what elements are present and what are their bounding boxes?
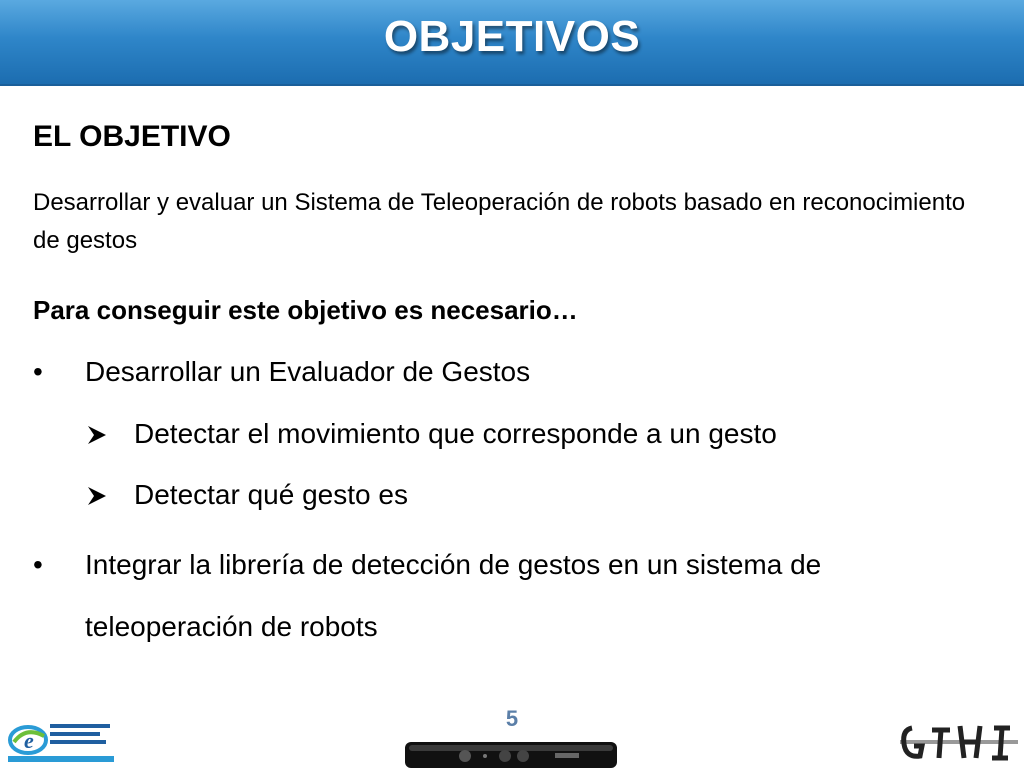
- bullet-dot-icon: •: [33, 356, 43, 387]
- kinect-sensor-image: [405, 740, 617, 768]
- arrow-bullet-icon: [86, 424, 108, 446]
- bullet-dot-icon: •: [33, 549, 43, 580]
- objective-heading: EL OBJETIVO: [33, 120, 231, 153]
- gth-logo-icon: [898, 718, 1020, 766]
- sub-list-text: Detectar qué gesto es: [134, 479, 408, 510]
- bullet-text-line: teleoperación de robots: [85, 611, 378, 642]
- slide-title: OBJETIVOS: [383, 12, 641, 61]
- page-number: 5: [505, 706, 519, 731]
- bullet-text-line: Integrar la librería de detección de gestos en un sistema de: [85, 549, 822, 580]
- svg-text:e: e: [24, 728, 34, 753]
- arrow-bullet-icon: [86, 485, 108, 507]
- department-logo-icon: [6, 718, 118, 764]
- bullet-text: Desarrollar un Evaluador de Gestos: [85, 356, 531, 387]
- objective-description: Desarrollar y evaluar un Sistema de Teleoperación de robots basado en reconocimiento de gestos: [33, 189, 966, 254]
- requirements-subheading: Para conseguir este objetivo es necesario…: [33, 295, 578, 325]
- title-bar: [0, 0, 1024, 86]
- sub-list-text: Detectar el movimiento que corresponde a un gesto: [134, 418, 777, 449]
